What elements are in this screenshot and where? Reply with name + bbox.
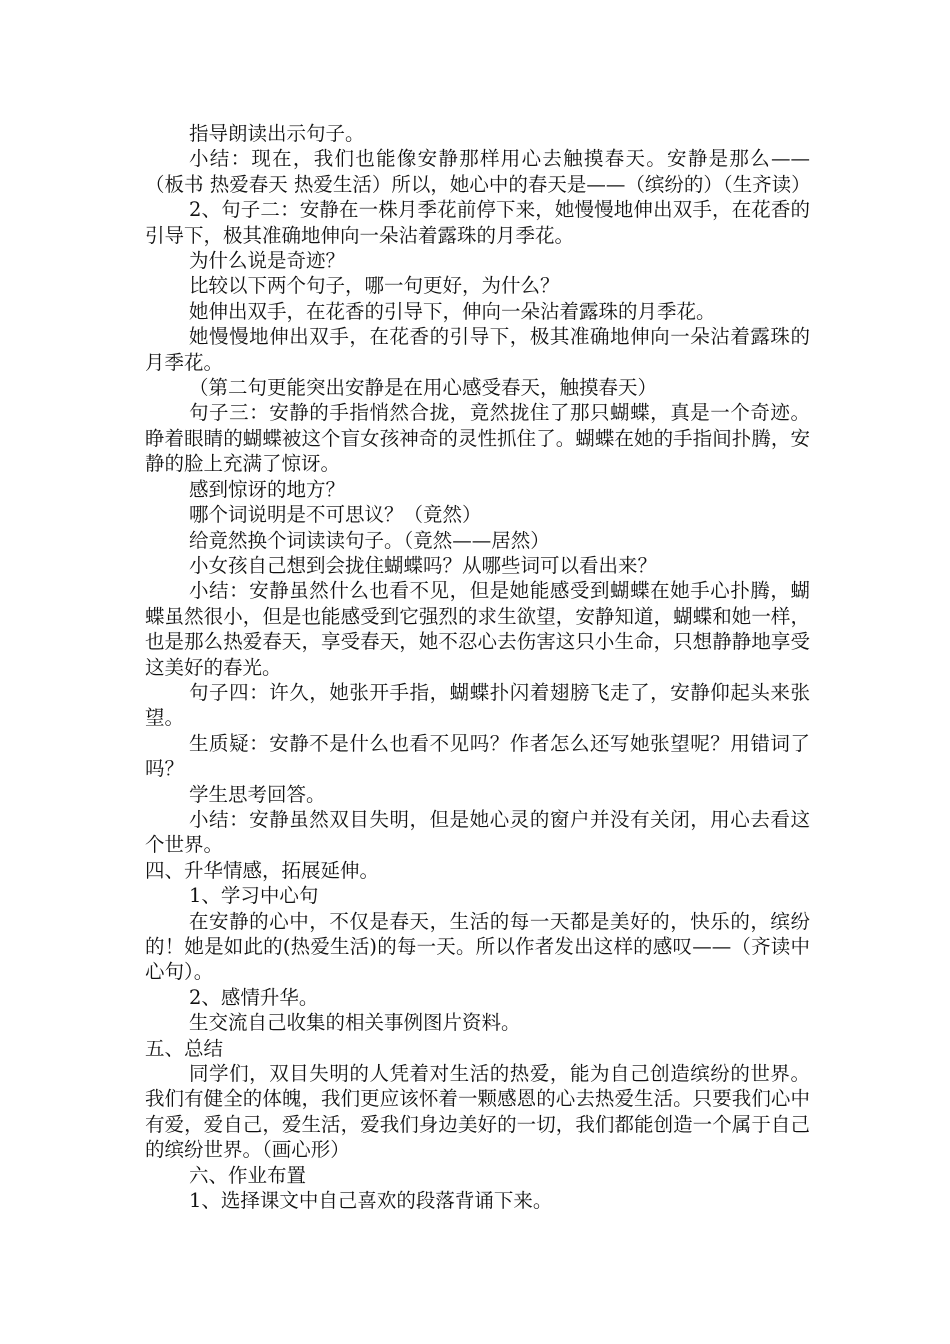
paragraph-exchange: 生交流自己收集的相关事例图片资料。 [189, 1011, 521, 1035]
paragraph-word-replace: 给竟然换个词读读句子。（竟然——居然） [189, 528, 550, 552]
paragraph-sentence-three: 句子三：安静的手指悄然合拢，竟然拢住了那只蝴蝶，真是一个奇迹。睁着眼睛的蝴蝶被这个盲女孩神奇的灵性抓住了。蝴蝶在她的手指间扑腾，安静的脸上充满了惊讶。 [145, 401, 810, 476]
section-heading-four: 四、升华情感，拓展延伸。 [145, 858, 380, 882]
subheading-central-sentence: 1、学习中心句 [189, 884, 319, 908]
paragraph-sentence-two: 2、句子二：安静在一株月季花前停下来，她慢慢地伸出双手，在花香的引导下，极其准确地伸向一朵沾着露珠的月季花。 [145, 198, 810, 247]
subheading-emotion: 2、感情升华。 [189, 985, 319, 1009]
paragraph-word-question: 哪个词说明是不可思议？（竟然） [189, 503, 482, 527]
paragraph-question-miracle: 为什么说是奇迹？ [189, 249, 346, 273]
paragraph-summary-1: 小结：现在，我们也能像安静那样用心去触摸春天。安静是那么——（板书 热爱春天 热爱生活）所以，她心中的春天是——（缤纷的）（生齐读） [145, 147, 811, 196]
document-body [145, 121, 810, 1213]
paragraph-homework-1: 1、选择课文中自己喜欢的段落背诵下来。 [189, 1189, 553, 1213]
paragraph-surprise-question: 感到惊讶的地方？ [189, 477, 346, 501]
paragraph-sentence-a: 她伸出双手，在花香的引导下，伸向一朵沾着露珠的月季花。 [189, 299, 716, 323]
paragraph-student-answer: 学生思考回答。 [189, 782, 326, 806]
paragraph-guided-reading: 指导朗读出示句子。 [189, 122, 365, 145]
paragraph-girl-question: 小女孩自己想到会拢住蝴蝶吗？从哪些词可以看出来？ [189, 553, 658, 577]
paragraph-central-sentence: 在安静的心中，不仅是春天，生活的每一天都是美好的，快乐的，缤纷的！她是如此的(热爱生活)的每一天。所以作者发出这样的感叹——（齐读中心句）。 [145, 909, 810, 984]
paragraph-sentence-four: 句子四：许久，她张开手指，蝴蝶扑闪着翅膀飞走了，安静仰起头来张望。 [145, 680, 810, 730]
paragraph-summary-3: 小结：安静虽然双目失明，但是她心灵的窗户并没有关闭，用心去看这个世界。 [145, 807, 810, 857]
paragraph-compare-sentences: 比较以下两个句子，哪一句更好，为什么？ [189, 274, 560, 298]
paragraph-sentence-b: 她慢慢地伸出双手，在花香的引导下，极其准确地伸向一朵沾着露珠的月季花。 [145, 325, 810, 374]
section-heading-five: 五、总结 [145, 1036, 224, 1060]
paragraph-summary-2: 小结：安静虽然什么也看不见，但是她能感受到蝴蝶在她手心扑腾，蝴蝶虽然很小，但是也能感受到它强烈的求生欲望，安静知道，蝴蝶和她一样，也是那么热爱春天，享受春天，她不忍心去伤害这只小生命，只想静静地享受这美好的春光。 [145, 579, 810, 679]
paragraph-student-doubt: 生质疑：安静不是什么也看不见吗？作者怎么还写她张望呢？用错词了吗？ [145, 731, 810, 781]
paragraph-conclusion: 同学们，双目失明的人凭着对生活的热爱，能为自己创造缤纷的世界。我们有健全的体魄，我们更应该怀着一颗感恩的心去热爱生活。只要我们心中有爱，爱自己，爱生活，爱我们身边美好的一切，我们都能创造一个属于自己的缤纷世界。（画心形） [145, 1062, 810, 1162]
section-heading-six: 六、作业布置 [189, 1163, 307, 1187]
paragraph-comparison-note: （第二句更能突出安静是在用心感受春天，触摸春天） [189, 376, 658, 400]
